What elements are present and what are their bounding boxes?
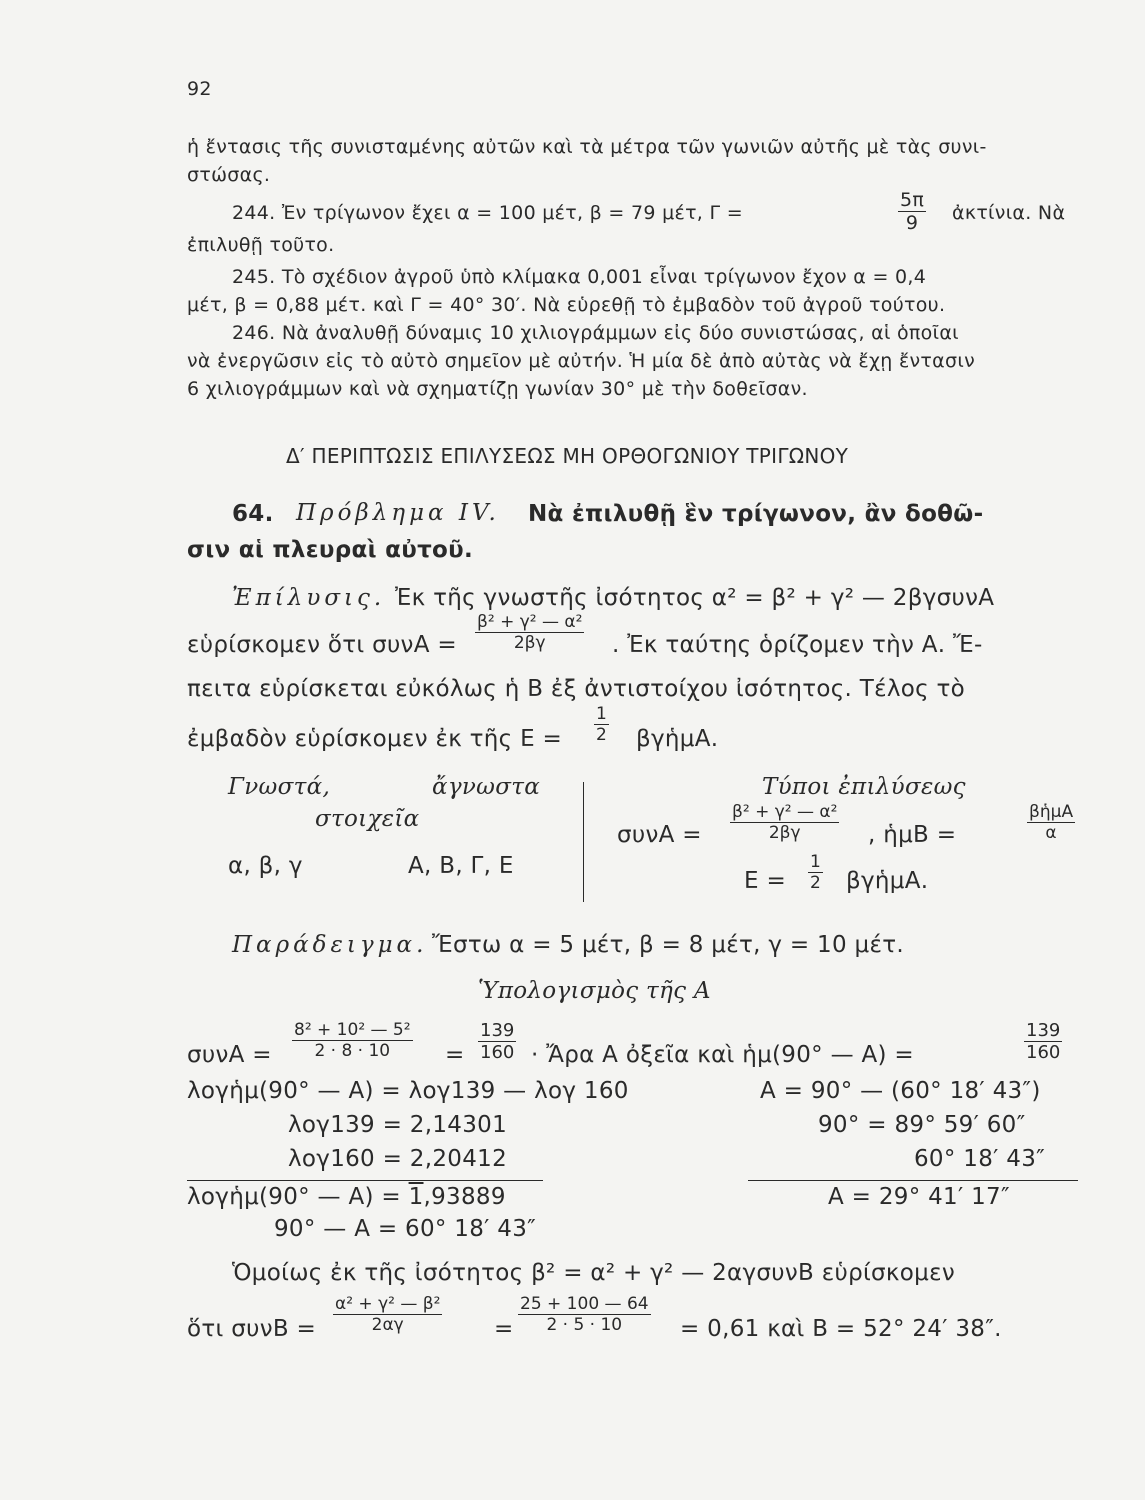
- calculation-heading: Ὑπολογισμὸς τῆς Α: [478, 978, 711, 1004]
- calc-underline-right: [748, 1180, 1078, 1181]
- fraction-denominator: 2: [810, 873, 821, 893]
- fraction-denominator: 160: [480, 1042, 515, 1063]
- example-values: Ἔστω α = 5 μέτ, β = 8 μέτ, γ = 10 μέτ.: [432, 932, 904, 958]
- known-values: α, β, γ: [228, 853, 303, 879]
- cosB-label: ὅτι συνΒ =: [187, 1316, 317, 1342]
- calc-log139: λογ139 = 2,14301: [288, 1112, 507, 1138]
- fraction-denominator: 2 · 5 · 10: [518, 1314, 651, 1335]
- calc-cosA-fraction: [292, 1020, 413, 1061]
- formula-area-fraction: [808, 852, 823, 893]
- solution-line3: πειτα εὑρίσκεται εὐκόλως ἡ Β ἐξ ἀντιστοίχου ἰσότητος. Τέλος τὸ: [187, 676, 966, 702]
- unknown-heading: ἄγνωστα: [432, 774, 541, 800]
- calc-sin-fraction: [1024, 1020, 1062, 1063]
- cosB-result: = 0,61 καὶ Β = 52° 24′ 38″.: [680, 1316, 1002, 1342]
- fraction-numerator: 5π: [900, 189, 925, 211]
- calc-log-result-start: λογἡμ(90° — Α) =: [187, 1184, 409, 1210]
- solution-line4-end: βγἡμΑ.: [636, 726, 719, 752]
- half-fraction: [594, 704, 609, 745]
- calc-cosA-label: συνΑ =: [187, 1042, 272, 1068]
- fraction-numerator: 8² + 10² — 5²: [294, 1020, 411, 1040]
- fraction-denominator: α: [1027, 822, 1075, 843]
- fraction-denominator: 2βγ: [730, 822, 839, 843]
- equals-sign: =: [445, 1042, 465, 1068]
- fraction-numerator: β² + γ² — α²: [477, 612, 583, 632]
- exercise-246: 246. Νὰ ἀναλυθῇ δύναμις 10 χιλιογράμμων εἰς δύο συνιστώσας, αἱ ὁποῖαι: [232, 322, 959, 344]
- solution-line2-end: . Ἐκ ταύτης ὁρίζομεν τὴν Α. Ἔ-: [612, 632, 983, 658]
- calc-log160: λογ160 = 2,20412: [288, 1146, 507, 1172]
- cosA-formula-fraction: [475, 612, 584, 653]
- exercise-245: 245. Τὸ σχέδιον ἀγροῦ ὑπὸ κλίμακα 0,001 εἶναι τρίγωνον ἔχον α = 0,4: [232, 266, 927, 288]
- calc-underline-left: [187, 1180, 543, 1181]
- calc-log-result-bar: 1: [408, 1184, 424, 1210]
- formula-sinB-fraction: [1027, 802, 1075, 843]
- exercise-244-end: ἀκτίνια. Νὰ: [952, 202, 1066, 224]
- fraction-denominator: 2: [596, 725, 607, 745]
- formula-area-label: Ε =: [744, 868, 787, 894]
- problem-label: Πρόβλημα IV.: [296, 500, 500, 526]
- solution-line2-start: εὑρίσκομεν ὅτι συνΑ =: [187, 632, 457, 658]
- fraction-numerator: βἡμΑ: [1029, 802, 1074, 822]
- calc-log-line: λογἡμ(90° — Α) = λογ139 — λογ 160: [187, 1078, 629, 1104]
- exercise-244: 244. Ἐν τρίγωνον ἔχει α = 100 μέτ, β = 79 μέτ, Γ =: [232, 202, 743, 224]
- solution-line1: Ἐκ τῆς γνωστῆς ἰσότητος α² = β² + γ² — 2βγσυνΑ: [395, 585, 995, 611]
- cosB-fraction: [333, 1294, 442, 1335]
- fraction-denominator: 160: [1026, 1042, 1061, 1063]
- section-heading: Δ′ ΠΕΡΙΠΤΩΣΙΣ ΕΠΙΛΥΣΕΩΣ ΜΗ ΟΡΘΟΓΩΝΙΟΥ ΤΡΙΓΩΝΟΥ: [286, 444, 849, 468]
- calc-angle-A: Α = 90° — (60° 18′ 43″): [760, 1078, 1041, 1104]
- calc-cosA-fraction-simplified: [478, 1020, 516, 1063]
- calc-angle-result: 90° — Α = 60° 18′ 43″: [274, 1216, 537, 1242]
- formula-cosA-label: συνΑ =: [617, 822, 702, 848]
- fraction-numerator: 139: [480, 1020, 515, 1041]
- fraction-numerator: 25 + 100 — 64: [520, 1294, 649, 1314]
- calc-log-result-end: ,93889: [423, 1184, 506, 1210]
- unknown-values: Α, Β, Γ, Ε: [408, 853, 514, 879]
- example-label: Παράδειγμα.: [232, 932, 428, 958]
- exercise-244-line2: ἐπιλυθῇ τοῦτο.: [187, 234, 335, 256]
- unknown-heading-sub: στοιχεῖα: [315, 806, 420, 832]
- exercise-246-line2: νὰ ἐνεργῶσιν εἰς τὸ αὐτὸ σημεῖον μὲ αὐτήν. Ἡ μία δὲ ἀπὸ αὐτὰς νὰ ἔχῃ ἔντασιν: [187, 350, 975, 372]
- fraction-numerator: 1: [596, 704, 607, 724]
- solution-label: Ἐπίλυσις.: [232, 585, 386, 611]
- formula-cosA-fraction: [730, 802, 839, 843]
- exercise-246-line3: 6 χιλιογράμμων καὶ νὰ σχηματίζῃ γωνίαν 30° μὲ τὴν δοθεῖσαν.: [187, 378, 808, 400]
- table-divider: [583, 782, 584, 902]
- problem-statement-line2: σιν αἱ πλευραὶ αὐτοῦ.: [187, 537, 474, 563]
- problem-statement: Νὰ ἐπιλυθῇ ἓν τρίγωνον, ἂν δοθῶ-: [528, 501, 984, 527]
- calc-90-degrees: 90° = 89° 59′ 60″: [818, 1112, 1026, 1138]
- calc-log-result: [187, 1184, 506, 1210]
- formulas-heading: Τύποι ἐπιλύσεως: [762, 774, 966, 800]
- fraction-numerator: α² + γ² — β²: [335, 1294, 441, 1314]
- calc-acute-statement: · Ἄρα Α ὀξεῖα καὶ ἡμ(90° — Α) =: [531, 1042, 914, 1068]
- equals-sign: =: [494, 1316, 514, 1342]
- solution-line4-start: ἐμβαδὸν εὑρίσκομεν ἐκ τῆς Ε =: [187, 726, 563, 752]
- paragraph-line: ἡ ἔντασις τῆς συνισταμένης αὐτῶν καὶ τὰ μέτρα τῶν γωνιῶν αὐτῆς μὲ τὰς συνι-: [187, 136, 987, 158]
- calc-subtrahend: 60° 18′ 43″: [914, 1146, 1046, 1172]
- fraction-numerator: 1: [810, 852, 821, 872]
- fraction-numerator: β² + γ² — α²: [732, 802, 838, 822]
- page-number: 92: [187, 78, 212, 100]
- fraction-numerator: 139: [1026, 1020, 1061, 1041]
- similarly-line1: Ὁμοίως ἐκ τῆς ἰσότητος β² = α² + γ² — 2αγσυνΒ εὑρίσκομεν: [232, 1260, 955, 1286]
- fraction-denominator: 9: [898, 211, 926, 234]
- exercise-245-line2: μέτ, β = 0,88 μέτ. καὶ Γ = 40° 30′. Νὰ εὑρεθῇ τὸ ἐμβαδὸν τοῦ ἀγροῦ τούτου.: [187, 294, 946, 316]
- calc-angle-A-result: Α = 29° 41′ 17″: [828, 1184, 1010, 1210]
- formula-area-end: βγἡμΑ.: [846, 868, 929, 894]
- fraction-denominator: 2 · 8 · 10: [292, 1040, 413, 1061]
- known-heading: Γνωστά,: [228, 774, 331, 800]
- fraction-5pi-9: [898, 189, 926, 234]
- paragraph-line: στώσας.: [187, 164, 271, 186]
- formula-sinB-label: , ἡμΒ =: [868, 822, 957, 848]
- problem-number: 64.: [232, 501, 274, 527]
- fraction-denominator: 2βγ: [475, 632, 584, 653]
- fraction-denominator: 2αγ: [333, 1314, 442, 1335]
- cosB-numeric-fraction: [518, 1294, 651, 1335]
